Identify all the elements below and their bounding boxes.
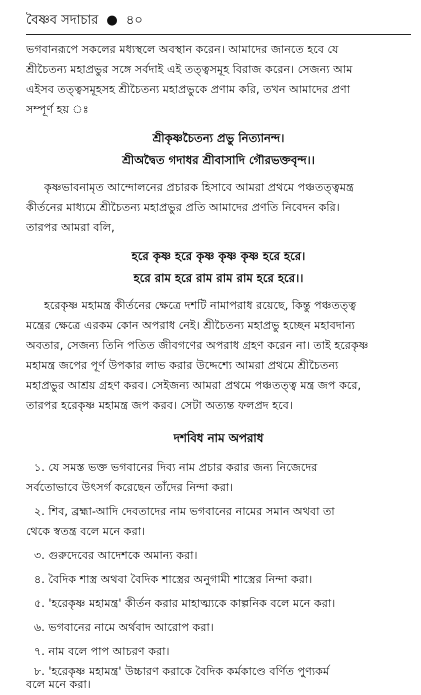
- page-header: [26, 10, 411, 32]
- offense-paragraph-line: মহাপ্রভুর আশ্রয় গ্রহণ করব। সেইজন্য আমরা প্রথমে পঞ্চতত্ত্ব মন্ত্র জপ করে,: [26, 379, 362, 392]
- offense-item: ৭. নাম বলে পাপ আচরণ করা।: [34, 645, 170, 658]
- offense-item: ১. যে সমস্ত ভক্ত ভগবানের দিব্য নাম প্রচার করার জন্য নিজেদের: [34, 461, 318, 474]
- offense-item: ৩. গুরুদেবের আদেশকে অমান্য করা।: [34, 549, 198, 562]
- header-divider: [26, 34, 411, 35]
- offense-item: ৪. বৈদিক শাস্ত্র অথবা বৈদিক শাস্ত্রের অনুগামী শাস্ত্রের নিন্দা করা।: [34, 573, 313, 586]
- kirtan-paragraph-line: তারপর আমরা বলি,: [26, 221, 115, 234]
- offense-paragraph-line: মহামন্ত্র জপের পূর্ণ উপকার লাভ করার উদ্দেশ্যে আমরা প্রথমে শ্রীচৈতন্য: [26, 359, 339, 372]
- pancatattva-mantra-line: শ্রীকৃষ্ণচৈতন্য প্রভু নিত্যানন্দ।: [152, 131, 285, 145]
- offense-paragraph-line: হরেকৃষ্ণ মহামন্ত্র কীর্তনের ক্ষেত্রে দশটি নামাপরাধ রয়েছে, কিন্তু পঞ্চতত্ত্ব: [44, 299, 357, 312]
- maha-mantra-line: হরে কৃষ্ণ হরে কৃষ্ণ কৃষ্ণ কৃষ্ণ হরে হরে।: [131, 249, 306, 263]
- offense-paragraph-line: তারপর হরেকৃষ্ণ মহামন্ত্র জপ করব। সেটা অত্যন্ত ফলপ্রদ হবে।: [26, 399, 293, 412]
- kirtan-paragraph-line: কৃষ্ণভাবনামৃত আন্দোলনের প্রচারক হিসাবে আমরা প্রথমে পঞ্চতত্ত্বমন্ত্র: [44, 181, 354, 194]
- offense-item: ২. শিব, ব্রহ্মা-আদি দেবতাদের নাম ভগবানের নামের সমান অথবা তা: [34, 505, 335, 518]
- offense-paragraph-line: মন্ত্রের ক্ষেত্রে এরকম কোন অপরাধ নেই। শ্রীচৈতন্য মহাপ্রভু হচ্ছেন মহাবদান্য: [26, 319, 355, 332]
- maha-mantra-line: হরে রাম হরে রাম রাম রাম হরে হরে।।: [133, 271, 304, 285]
- kirtan-paragraph-line: কীর্তনের মাধ্যমে শ্রীচৈতন্য মহাপ্রভুর প্রতি আমাদের প্রণতি নিবেদন করি।: [26, 201, 340, 214]
- offense-item-continuation: থেকে স্বতন্ত্র বলে মনে করা।: [26, 525, 145, 538]
- intro-line: সম্পূর্ণ হয় ঃ: [26, 103, 89, 116]
- offense-item: ৫. 'হরেকৃষ্ণ মহামন্ত্র' কীর্তন করার মাহাত্ম্যকে কাল্পনিক বলে মনে করা।: [34, 597, 336, 610]
- intro-line: এইসব তত্ত্বসমূহসহ শ্রীচৈতন্য মহাপ্রভুকে প্রণাম করি, তখন আমাদের প্রণা: [26, 83, 351, 96]
- offense-item: ৬. ভগবানের নামে অর্থবাদ আরোপ করা।: [34, 621, 214, 634]
- intro-line: ভগবানরূপে সকলের মধ্যস্থলে অবস্থান করেন। আমাদের জানতে হবে যে: [26, 43, 339, 56]
- book-title: বৈষ্ণব সদাচার: [26, 13, 99, 28]
- offense-paragraph-line: অবতার, সেজন্য তিনি পতিত জীবগণের অপরাধ গ্রহণ করেন না। তাই হরেকৃষ্ণ: [26, 339, 369, 352]
- pancatattva-mantra-line: শ্রীঅদ্বৈত গদাধর শ্রীবাসাদি গৌরভক্তবৃন্দ।।: [122, 153, 315, 167]
- page-number: ৪০: [125, 13, 143, 28]
- offense-item-continuation: সর্বতোভাবে উৎসর্গ করেছেন তাঁদের নিন্দা করা।: [26, 481, 234, 494]
- offense-item-continuation: বলে মনে করা।: [26, 678, 91, 691]
- header-bullet: ●: [106, 13, 118, 28]
- intro-line: শ্রীচৈতন্য মহাপ্রভুর সঙ্গে সর্বদাই এই তত্ত্বসমূহ বিরাজ করেন। সেজন্য আম: [26, 63, 353, 76]
- offense-item: ৮. 'হরেকৃষ্ণ মহামন্ত্র' উচ্চারণ করাকে বৈদিক কর্মকাণ্ডে বর্ণিত পুণ্যকর্ম: [34, 665, 330, 678]
- section-heading: দশবিধ নাম অপরাধ: [173, 431, 264, 445]
